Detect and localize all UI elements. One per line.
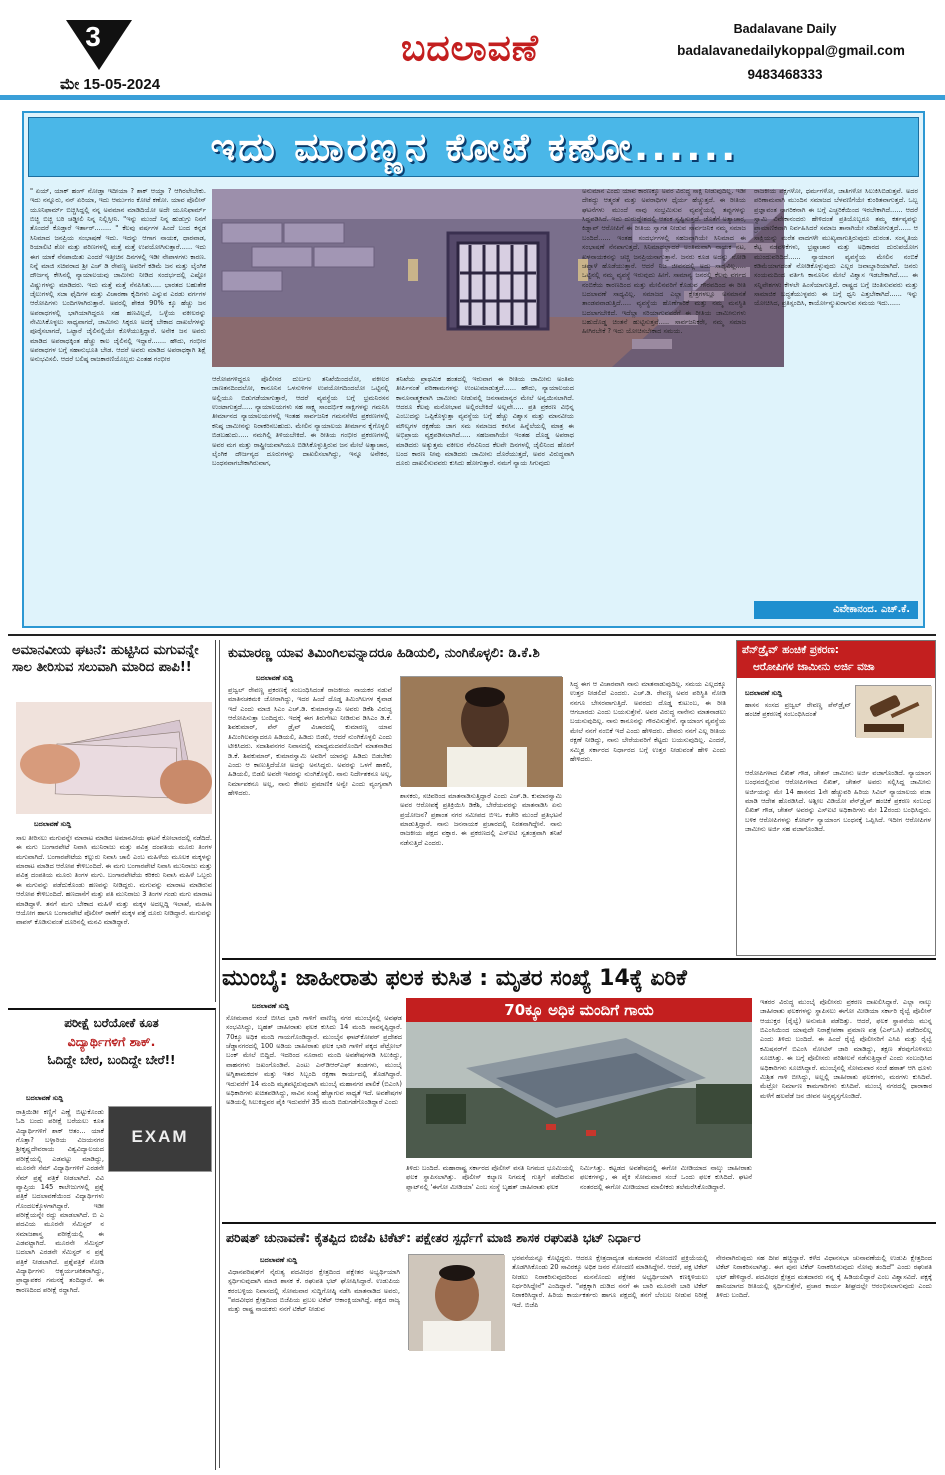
child-sale-headline: ಅಮಾನವೀಯ ಘಟನೆ: ಹುಟ್ಟಿಸಿದ ಮಗುವನ್ನೇ ಸಾಲ ತೀರಿಸುವ ಸಲುವಾಗಿ ಮಾರಿದ ಪಾಪಿ!! xyxy=(12,643,199,676)
gavel-photo xyxy=(855,685,931,737)
exam-body: ರಾತ್ರಿಯಿಡೀ ಕಣ್ಣಿಗೆ ಎಣ್ಣೆ ಬಿಟ್ಟುಕೊಂಡು ಓದಿ ಬಂದು ಪರೀಕ್ಷೆ ಬರೆಯಲು ಕೂತ ವಿದ್ಯಾರ್ಥಿಗಳಿಗೆ ಶಾಕ್ ಆತಂ... ಯಾಕೆ ಗೊತ್ತಾ? ಬಳ್ಳಾರಿಯ ವಿಜಯನಗರ ಶ್ರೀಕೃಷ್ಣದೇವರಾಯ ವಿಶ್ವವಿದ್ಯಾಲಯದ ಪರೀಕ್ಷೆಯಲ್ಲಿ ಎಡವಟ್ಟು ಮಾಡಿದ್ದು, ಮೂರನೇ ಸೆಮ್ ವಿದ್ಯಾರ್ಥಿಗಳಿಗೆ ಎರಡನೇ ಸೆಮ್ ಪ್ರಶ್ನೆ ಪತ್ರಿಕೆ ನೀಡಲಾಗಿದೆ. ವಿವಿ ವ್ಯಾಪ್ತಿಯ 145 ಕಾಲೇಜುಗಳಲ್ಲಿ ಪ್ರಶ್ನೆ ಪತ್ರಿಕೆ ಬದಲಾವಣೆಯಿಂದ ವಿದ್ಯಾರ್ಥಿಗಳು ಗೊಂದಲಕ್ಕೊಳಗಾಗಿದ್ದಾರೆ. ಇಡೀ ಪರೀಕ್ಷೆಯನ್ನೇ ರದ್ದು ಮಾಡಲಾಗಿದೆ. ಬಿ ಎ ಪದವಿಯ ಮೂರನೇ ಸೆಮಿಸ್ಟರ್ ನ ಸಮಾಜಶಾಸ್ತ್ರ ಪರೀಕ್ಷೆಯಲ್ಲಿ ಈ ಎಡವಟ್ಟಾಗಿದೆ. ಮೂರನೇ ಸೆಮಿಸ್ಟರ್ ಬದಲಾಗಿ ಎರಡನೇ ಸೆಮಿಸ್ಟರ್ ನ ಪ್ರಶ್ನೆ ಪತ್ರಿಕೆ ನೀಡಲಾಗಿದೆ. ಪ್ರಶ್ನೆಪತ್ರಿಕೆ ನೋಡಿ ವಿದ್ಯಾರ್ಥಿಗಳು ಆಶ್ಚರ್ಯಚಕಿತರಾಗಿದ್ದು, ಪ್ರಾಧ್ಯಾಪಕರ ಗಮನಕ್ಕೆ ತಂದಿದ್ದಾರೆ. ಈ ಕಾರಣದಿಂದ ಪರೀಕ್ಷೆ ರದ್ದಾಗಿದೆ. xyxy=(16,1108,104,1294)
dks-photo xyxy=(400,676,562,786)
exam-headline-line1: ಪರೀಕ್ಷೆ ಬರೆಯೋಕೆ ಕೂತ xyxy=(64,1016,159,1030)
exam-body-cont xyxy=(16,1178,212,1464)
bail-body: ಆರೋಪಿಗಳಾದ ಲಿಖಿತ್ ಗೌಡ, ಚೇತನ್ ಜಾಮೀನು ಅರ್ಜಿ ವಜಾಗೊಂಡಿದೆ. ನ್ಯಾಯಾಂಗ ಬಂಧನದಲ್ಲಿರುವ ಆರೋಪಿಗಳಾದ ಲಿಖಿತ್, ಚೇತನ್ ಅವರು ಸಲ್ಲಿಸಿದ್ದ ಜಾಮೀನು ಅರ್ಜಿಯನ್ನು ಮೇ 14 ಹಾಸನದ 1ನೇ ಹೆಚ್ಚುವರಿ ಹಿರಿಯ ಸಿವಿಲ್ ನ್ಯಾಯಾಲಯ ವಜಾ ಮಾಡಿ ಆದೇಶ ಹೊರಡಿಸಿದೆ. ಅಶ್ಲೀಲ ವಿಡಿಯೋ ಪೆನ್‌ಡ್ರೈವ್ ಹಂಚಿಕೆ ಪ್ರಕರಣ ಸಂಬಂಧ ಲಿಖಿತ್ ಗೌಡ, ಚೇತನ್ ಅವರನ್ನು ಎಸ್ಐಟಿ ಅಧಿಕಾರಿಗಳು ಮೇ 12ರಂದು ಬಂಧಿಸಿದ್ದರು. ಬಳಿಕ ಆರೋಪಿಗಳನ್ನು ಕೋರ್ಟ್ ನ್ಯಾಯಾಂಗ ಬಂಧನಕ್ಕೆ ಒಪ್ಪಿಸಿದೆ. ಇದೀಗ ಆರೋಪಿಗಳ ಜಾಮೀನು ಅರ್ಜಿ ಸಹ ವಜಾಗೊಂಡಿದೆ. xyxy=(745,769,931,834)
newspaper-title: ಬದಲಾವಣೆ xyxy=(401,28,539,69)
exam-chalkboard-text: EXAM xyxy=(131,1127,189,1146)
bjp-byline: ಬದಲಾವಣೆ ಸುದ್ದಿ xyxy=(260,1256,298,1264)
editorial-col3: ತನಿಖೆಯ ಪ್ರಾಥಮಿಕ ಹಂತದಲ್ಲಿ ಇರುವಾಗ ಈ ರೀತಿಯ ಜಾಮೀನು ಅಂತಿಮ ತೀರ್ಪಿನಂತೆ ಪರಿಣಾಮಗಳನ್ನು ಉಂಟುಮಾಡುತ್ತದೆ...... ಹೌದು, ನ್ಯಾಯಾಲಯದ ಕಾನೂನಾತ್ಮಕವಾಗಿ ಜಾಮೀನು ನೀಡುವಲ್ಲಿ ಜನಸಾಮಾನ್ಯರ ಮೇಲೆ ಅನ್ವಯಿಸಲಾಗಿದೆ. ಆದರೂ ಕೆಲವು ಮನೋಭಾವ ಅಲ್ಲಿರಬೇಕಿದೆ ಅಲ್ಲವೇ..... ಪ್ರತಿ ಪ್ರಕರಣ ವಿಭಿನ್ನ ಎಂಬುದನ್ನು ಒಪ್ಪಿಕೊಳ್ಳುತ್ತಾ ವ್ಯವಸ್ಥೆಯ ಬಗ್ಗೆ ಹೆಚ್ಚು ವಿಶ್ವಾಸ ಮತ್ತು ಮಾನವೀಯ ಮೌಲ್ಯಗಳ ರಕ್ಷಣೆಯ ಜಾಗ ಸಮ ಸಮಾಜದ ಕನಸಿನ ಹಿನ್ನೆಲೆಯಲ್ಲಿ ಮಾತ್ರ ಈ ಅಭಿಪ್ರಾಯ ವ್ಯಕ್ತಪಡಿಸಲಾಗಿದೆ..... ಸಹಜವಾಗಿಯೇ ಇಂತಹ ದೊಡ್ಡ ಅಪರಾಧ ಮಾಡಿದರು ಅತ್ಯುತ್ತಮ ವಕೀಲರ ನೆರವಿನಿಂದ ಕೆಲವೇ ದಿನಗಳಲ್ಲಿ ಜೈಲಿನಿಂದ ಹೊರಗೆ ಬಂದ ಕಾರಣ ನೀವು ಮಾಡಿದರು ಜಾಮೀನು ದೊರೆಯುತ್ತದೆ, ಅವರ ವಿರುದ್ಧವಾಗಿ ದೂರು ದಾಖಲಿಸುವವರು ಕುಸಿದು ಹೋಗುತ್ತಾರೆ. ನಮಗೆ ನ್ಯಾಯ ಸಿಗುವುದು xyxy=(396,375,574,468)
issue-date: ಮೇ 15-05-2024 xyxy=(60,76,161,93)
column-divider xyxy=(219,640,220,1468)
editorial-col2: ಆರೋಪಗಳಿದ್ದರೂ ಪೊಲೀಸರ ದುರ್ಬಲ ತನಿಖೆಯಿಂದಲೋ, ವಕೀಲರ ಜಾಣತನದಿಂದಲೋ, ಕಾನೂನಿನ ಒಳಸುಳಿಗಳ ಉಪಯೋಗದಿಂದಲೋ ಒಟ್ಟಿನಲ್ಲಿ ಅಲ್ಲಿಯೂ ಬಿಡುಗಡೆಯಾಗುತ್ತಾರೆ, ಆದರೆ ವ್ಯವಸ್ಥೆಯ ಬಗ್ಗೆ ಭ್ರಮನಿರಸನ ಉಂಟಾಗುತ್ತದೆ..... ನ್ಯಾಯಾಲಯಗಳು ಸಹ ಸಾಕ್ಷ್ಯ ಸಾಂದರ್ಭಿಕ ಸಾಕ್ಷಿಗಳನ್ನು ಗಮನಿಸಿ ತೀರ್ಮಾನದ ನ್ಯಾಯಾಲಯಗಳಲ್ಲಿ ಇಂತಹ ಸಾರ್ವಜನಿಕ ಗಮನಸೆಳೆದ ಪ್ರಕರಣಗಳಲ್ಲಿ ಕನಿಷ್ಠ ಜಾಮೀನನ್ನು ನಿರಾಕರಿಸಬಹುದು. ಮೇಲಿನ ನ್ಯಾಯಾಲಯ ತೀರ್ಮಾನ ಕೈಗೊಳ್ಳಲಿ ಬಿಡಬಹುದು..... ನಮಗಿಲ್ಲಿ ತಿಳಿಯಬೇಕಿದೆ. ಈ ರೀತಿಯ ಗಂಭೀರ ಪ್ರಕರಣಗಳಲ್ಲಿ ಅವರ ಮಗ ಮತ್ತು ರಾಷ್ಟ್ರೀಯವಾಗಿಯೂ ಬಿಡಿಸಿಕೊಳ್ಳುತ್ತಿರುವ ಜನ ಮೇಲೆ ಅತ್ಯಾಚಾರ, ಲೈಂಗಿಕ ದೌರ್ಜನ್ಯದ ದೂರುಗಳನ್ನು ದಾಖಲಿಸಲಾಗಿದ್ದು, ಇನ್ನೂ ಅನೇಕರ, ಬಂಧನವಾಗಬೇಕಾಗಿರುವಾಗ, xyxy=(212,375,389,468)
gavel-icon xyxy=(856,686,932,738)
mumbai-under-photo-b: ನಿರ್ಮಿಸಿತ್ತು. ಕಟ್ಟಡದ ಅವಶೇಷದಲ್ಲಿ ಈಗೋ ಮೀಡಿಯಾದ ನಾಲ್ಕು ಜಾಹೀರಾತು ಫಲಕಗಳನ್ನು, ಈ ಪೈಕಿ ಸೋಮವಾರ ಸಂಜೆ ಒಂದು ಫಲಕ ಕುಸಿದಿದೆ. ಘಟನೆ ನಂತರದಲ್ಲಿ ಈಗೋ ಮೀಡಿಯಾದ ಮಾಲೀಕರು ತಲೆಮರೆಸಿಕೊಂಡಿದ್ದಾರೆ. xyxy=(580,1164,752,1191)
raghupati-bhat-photo xyxy=(408,1254,504,1350)
bail-headline-line2: ಆರೋಪಿಗಳ ಜಾಮೀನು ಅರ್ಜಿ ವಜಾ xyxy=(737,660,935,678)
masthead-divider xyxy=(0,95,945,100)
currency-notes-image xyxy=(16,702,212,814)
left-story-child-sale xyxy=(8,640,216,1002)
mumbai-col1: ಸೋಮವಾರ ಸಂಜೆ ಬೀಸಿದ ಭಾರಿ ಗಾಳಿಗೆ ವಾಣಿಜ್ಯ ನಗರ ಮುಂಬೈನಲ್ಲಿ ಅವಘಡ ಸಂಭವಿಸಿದ್ದು, ಬೃಹತ್ ಜಾಹೀರಾತು ಫಲಕ ಕುಸಿದು 14 ಮಂದಿ ಸಾವನ್ನಪ್ಪಿದ್ದಾರೆ. 70ಕ್ಕೂ ಅಧಿಕ ಮಂದಿ ಗಾಯಗೊಂಡಿದ್ದಾರೆ. ಮುಂಬೈನ ಘಾಟ್‌ಕೋಪರ್ ಪ್ರದೇಶದ ಚೆಡ್ಡಾನಗರದಲ್ಲಿ 100 ಅಡಿಯ ಜಾಹೀರಾತು ಫಲಕ ಭಾರಿ ಗಾಳಿಗೆ ಪಕ್ಕದ ಪೆಟ್ರೋಲ್ ಬಂಕ್ ಮೇಲೆ ಬಿದ್ದಿದೆ. ಇದರಿಂದ ನೂರಾರು ಮಂದಿ ಅವಶೇಷಗಳಡಿ ಸಿಲುಕಿದ್ದು, ವಾಹನಗಳು ಜಖಂಗೊಂಡಿವೆ. ಎಂಟು ಎನ್‌ಡಿಆರ್‌ಎಫ್ ತಂಡಗಳು, ಮುಂಬೈ ಅಗ್ನಿಶಾಮಕದಳ ಮತ್ತು ಇತರ ಸಿಬ್ಬಂದಿ ರಕ್ಷಣಾ ಕಾರ್ಯದಲ್ಲಿ ತೊಡಗಿದ್ದಾರೆ. ಇದುವರೆಗೆ 14 ಮಂದಿ ಮೃತಪಟ್ಟಿರುವುದಾಗಿ ಮುಂಬೈ ಮಹಾನಗರ ಪಾಲಿಕೆ (ಬಿಎಂಸಿ) ಅಧಿಕಾರಿಗಳು ಖಚಿತಪಡಿಸಿದ್ದು, ಸಾವಿನ ಸಂಖ್ಯೆ ಹೆಚ್ಚಾಗುವ ಸಾಧ್ಯತೆ ಇದೆ. ಅವಶೇಷಗಳ ಅಡಿಯಲ್ಲಿ ಸಿಲುಕಿದ್ದವರ ಪೈಕಿ ಇದುವರೆಗೆ 35 ಮಂದಿ ಬಿಡುಗಡೆಗೊಂಡಿದ್ದಾರೆ ಎಂದು xyxy=(226,1014,402,1107)
editorial-author-bar xyxy=(754,601,918,619)
mumbai-headline: ಮುಂಬೈ: ಜಾಹೀರಾತು ಫಲಕ ಕುಸಿತ : ಮೃತರ ಸಂಖ್ಯೆ 14ಕ್ಕೆ ಏರಿಕೆ xyxy=(222,966,687,991)
billboard-photo-caption: 70ಕ್ಕೂ ಅಧಿಕ ಮಂದಿಗೆ ಗಾಯ xyxy=(406,998,752,1022)
child-sale-byline: ಬದಲಾವಣೆ ಸುದ್ದಿ xyxy=(34,820,72,828)
editorial-author: ವಿವೇಕಾನಂದ. ಎಚ್.ಕೆ. xyxy=(833,604,910,615)
dks-byline: ಬದಲಾವಣೆ ಸುದ್ದಿ xyxy=(256,674,294,682)
politician-photo xyxy=(401,677,563,787)
dks-headline: ಕುಮಾರಣ್ಣ ಯಾವ ತಿಮಿಂಗಿಲವನ್ನಾದರೂ ಹಿಡಿಯಲಿ, ನುಂಗಿಕೊಳ್ಳಲಿ: ಡಿ.ಕೆ.ಶಿ xyxy=(228,646,540,661)
dks-col1: ಪ್ರಜ್ವಲ್ ರೇವಣ್ಣ ಪ್ರಕರಣಕ್ಕೆ ಸಂಬಂಧಿಸಿದಂತೆ ರಾಜಕೀಯ ನಾಯಕರ ನಡುವೆ ಮಾತಿನಚಕಮಕಿ ಜೋರಾಗಿದ್ದು, ಇದರ ಹಿಂದೆ ದೊಡ್ಡ ತಿಮಿಂಗಿಲಗಳ ಕೈವಾಡ ಇದೆ ಎಂದು ಮಾಜಿ ಸಿಎಂ ಎಚ್.ಡಿ. ಕುಮಾರಸ್ವಾಮಿ ಅವರು ಡಿಕೆಶಿ ವಿರುದ್ಧ ಆರೋಪಿಸುತ್ತಾ ಬಂದಿದ್ದರು. ಇದಕ್ಕೆ ಈಗ ತಿರುಗೇಟು ನೀಡಿರುವ ಡಿಸಿಎಂ ಡಿ.ಕೆ. ಶಿವಕುಮಾರ್, ಪೆನ್ ಡ್ರೈವ್ ವಿಚಾರದಲ್ಲಿ ಕುಮಾರಣ್ಣ ಯಾವ ತಿಮಿಂಗಿಲವನ್ನಾದರೂ ಹಿಡಿಯಲಿ, ಹಿಡಿದು ಬಿಡಲಿ, ಆದರೆ ನುಂಗಿಕೊಳ್ಳಲಿ ಎಂದು ಟೀಕಿಸಿದರು. ಸದಾಶಿವನಗರ ನಿವಾಸದಲ್ಲಿ ಮಾಧ್ಯಮದವರೊಂದಿಗೆ ಮಾತನಾಡಿದ ಡಿ.ಕೆ. ಶಿವಕುಮಾರ್, ಕುಮಾರಸ್ವಾಮಿ ಅವರಿಗೆ ಯಾರನ್ನು ಹಿಡಿದು ಬಿಡಬೇಕು ಎಂದು ಆ ಕಾಣುತ್ತಿದೆಯೋ ಅದನ್ನು ಅನಸಿದ್ದರು. ಅವರನ್ನು ಒಳಗೆ ಹಾಕಲಿ, ಹಿಡಿಯಲಿ, ಬಿಡಲಿ ಅವರೇ ಇವರನ್ನು ನುಂಗಿಕೊಳ್ಳಲಿ. ನಾನು ನಿರ್ದೇಶಕನೂ ಅಲ್ಲ, ನಿರ್ಮಾಪಕನೂ ಅಲ್ಲ, ನಾನು ಕೇವಲ ಪ್ರಮಾಣಿಕ ಅನ್ವೇ ಎಂದು ವ್ಯಂಗ್ಯವಾಗಿ ಹೇಳಿದರು. xyxy=(228,686,392,797)
editorial-headline: ಇದು ಮಾರಣ್ಣನ ಕೋಟೆ ಕಣೋ...... xyxy=(210,125,739,169)
contact-email: badalavanedailykoppal@gmail.com xyxy=(677,43,905,58)
mumbai-col3: ಇತರರ ವಿರುದ್ಧ ಮುಂಬೈ ಪೊಲೀಸರು ಪ್ರಕರಣ ದಾಖಲಿಸಿದ್ದಾರೆ. ಎಲ್ಲಾ ನಾಲ್ಕು ಜಾಹೀರಾತು ಫಲಕಗಳನ್ನು ಸ್ಥಾಪಿಸಲು ಈಗೋ ಮೀಡಿಯಾ ಸರ್ಕಾರಿ ರೈಲ್ವೆ ಪೊಲೀಸ್ ಆಯುಕ್ತರ (ರೈಲ್ವೆ) ಅನುಮತಿ ಪಡೆದಿತ್ತು. ಆದರೆ, ಫಲಕ ಸ್ಥಾಪನೆಯ ಮುನ್ನ ಬಿಎಂಸಿಯಿಂದ ಯಾವುದೇ ನಿರಾಕ್ಷೇಪಣಾ ಪ್ರಮಾಣ ಪತ್ರ (ಎನ್‌ಒಸಿ) ಪಡೆದಿರಲಿಲ್ಲ ಎಂದು ತಿಳಿದು ಬಂದಿದೆ. ಈ ಹಿಂದೆ ರೈಲ್ವೆ ಪೊಲೀಸರಿಗೆ ಎಸಿಪಿ ಮತ್ತು ರೈಲ್ವೆ ಕಮಿಷನರ್‌ಗೆ ಬಿಎಂಸಿ ನೋಟಿಸ್ ಜಾರಿ ಮಾಡಿದ್ದು, ತಕ್ಷಣ ತೆರವುಗೊಳಿಸಲು ಸೂಚಿಸಿತ್ತು. ಈ ಬಗ್ಗೆ ಪೊಲೀಸರು ಪರಿಶೀಲನೆ ನಡೆಸುತ್ತಿದ್ದಾರೆ ಎಂದು ಸಂಬಂಧಿಸಿದ ಅಧಿಕಾರಿಗಳು ಸೂಚಿಸಿದ್ದಾರೆ. ಮುಂಬೈನಲ್ಲಿ ಸೋಮವಾರ ಸಂಜೆ ಹಠಾತ್ ಆಗಿ ಧೂಳು ಮಿಶ್ರಿತ ಗಾಳಿ ಬೀಸಿದ್ದು, ಅಲ್ಲಲ್ಲಿ ಜಾಹೀರಾತು ಫಲಕಗಳು, ಮರಗಳು ಕುಸಿದಿವೆ. ಮೆಟ್ರೋ ನಿರ್ಮಾಣ ಕಾಮಗಾರಿಗಳು ಕುಸಿದಿವೆ. ಮುಂಬೈ ನಗರದಲ್ಲಿ ಧಾರಾಕಾರ ಮಳೆಗೆ ಹಲವೆಡೆ ಜನ ಜೀವನ ಅಸ್ತವ್ಯಸ್ತಗೊಂಡಿದೆ. xyxy=(760,998,932,1100)
bjp-story xyxy=(222,1222,936,1470)
editorial-col5: ರಾಜಕೀಯ ಪಕ್ಷಗಳೋ, ಧರ್ಮಗಳೋ, ಜಾತಿಗಳೋ ಸಿಲುಕಿಸಿಬಿಡುತ್ತವೆ. ಅದರ ಪರಿಣಾಮವಾಗಿ ಮುಂದಿನ ಸಮಾಜದ ಬೆಳವಣಿಗೆಯೇ ಕುಂಠಿತವಾಗುತ್ತದೆ. ಒಬ್ಬ ಪ್ರಜ್ಞಾವಂತ ನಾಗರಿಕನಾಗಿ ಈ ಬಗ್ಗೆ ಎಚ್ಚರಿಕೆಯಿಂದ ಇರಬೇಕಾಗಿದೆ...... ಆದರೆ ಸ್ವಾಮಿ ವಿವೇಕಾನಂದರು ಹೇಳಿದಂತೆ ಪ್ರತಿಯೊಬ್ಬರೂ ತಮ್ಮ ಕರ್ತವ್ಯವನ್ನು ಪ್ರಾಮಾಣಿಕವಾಗಿ ನಿರ್ವಹಿಸಿದರೆ ಸಮಾಜ ತಾನಾಗಿಯೇ ಸರಿಹೋಗುತ್ತದೆ...... ಆ ಸಾಕ್ಷಿಯನ್ನು ಮರೆತ ವಾದಗಳೇ ಮುಖ್ಯವಾಗುತ್ತಿರುವುದು ದುರಂತ. ಸಂಸ್ಕೃತಿಯ ಕೆಟ್ಟ ನಡವಳಿಕೆಗಳು, ಭ್ರಷ್ಟಾಚಾರ ಮತ್ತು ಅಧಿಕಾರದ ದುರುಪಯೋಗ ಮುಂದುವರಿದಿದೆ...... ನ್ಯಾಯಾಂಗ ವ್ಯವಸ್ಥೆಯ ಮೇಲಿನ ನಂಬಿಕೆ ಕಡಿಮೆಯಾಗದಂತೆ ನೋಡಿಕೊಳ್ಳುವುದು ಎಲ್ಲರ ಜವಾಬ್ದಾರಿಯಾಗಿದೆ. ಜನರು ಸಂಯಮದಿಂದ ವರ್ತಿಸಿ ಕಾನೂನಿನ ಮೇಲೆ ವಿಶ್ವಾಸ ಇಡಬೇಕಾಗಿದೆ..... ಈ ಸನ್ನಿವೇಶಗಳು ಕೇಳಲೇ ಹಿಂಸೆಯಾಗುತ್ತಿದೆ. ರಾಷ್ಟ್ರದ ಬಗ್ಗೆ ಚಿಂತಿಸುವವರು ಮತ್ತು ಸಾಮಾಜಿಕ ಬದ್ಧತೆಯುಳ್ಳವರು ಈ ಬಗ್ಗೆ ಧ್ವನಿ ಎತ್ತಬೇಕಾಗಿದೆ...... ಇನ್ನು ಯೋಚಿಸಿದ, ಪ್ರತಿಸ್ಪಂದಿಸಿ, ಕಾರ್ಯೋನ್ಮುಖರಾಗುವ ಸಮಯ ಇದು...... xyxy=(754,187,918,308)
money-hands-photo xyxy=(16,702,212,814)
masthead xyxy=(0,0,945,104)
mumbai-byline: ಬದಲಾವಣೆ ಸುದ್ದಿ xyxy=(252,1002,290,1010)
bjp-headline: ಪರಿಷತ್ ಚುನಾವಣೆ: ಕೈತಪ್ಪಿದ ಬಿಜೆಪಿ ಟಿಕೆಟ್: ಪಕ್ಷೇತರ ಸ್ಪರ್ಧೆಗೆ ಮಾಜಿ ಶಾಸಕ ರಘುಪತಿ ಭಟ್ ನಿರ್ಧಾರ xyxy=(226,1230,641,1245)
mumbai-story xyxy=(222,958,936,1218)
mumbai-under-photo-a: ತಿಳಿದು ಬಂದಿದೆ. ಮಹಾರಾಷ್ಟ್ರ ಸರ್ಕಾರದ ಪೊಲೀಸ್ ವಸತಿ ನಿಗಮದ ಭೂಮಿಯಲ್ಲಿ ಫಲಕ ಸ್ಥಾಪಿಸಲಾಗಿತ್ತು. ಪೊಲೀಸ್ ಕಲ್ಯಾಣ ನಿಗಮಕ್ಕೆ ಗುತ್ತಿಗೆ ಪಡೆದಿರುವ ಪ್ಲಾಟ್‌ನಲ್ಲಿ 'ಈಗೋ ಮೀಡಿಯಾ' ಎಂಬ ಸಂಸ್ಥೆ ಬೃಹತ್ ಜಾಹೀರಾತು ಫಲಕ xyxy=(406,1164,574,1191)
bail-intro: ಹಾಸನ ಸಂಸದ ಪ್ರಜ್ವಲ್ ರೇವಣ್ಣ ಪೆನ್‌ಡ್ರೈವ್ ಹಂಚಿಕೆ ಪ್ರಕರಣಕ್ಕೆ ಸಂಬಂಧಿಸಿದಂತೆ xyxy=(745,701,851,719)
dks-story xyxy=(222,640,730,956)
bjp-col3: ನೇರವಾಗಿರುವುದು ಸಹ ದೀಪ ಹಚ್ಚಿದ್ದಾರೆ. ಕಳೆದ ವಿಧಾನಸಭಾ ಚುನಾವಣೆಯಲ್ಲಿ ಉಡುಪಿ ಕ್ಷೇತ್ರದಿಂದ ಟಿಕೆಟ್ ನಿರಾಕರಿಸಲಾಗಿತ್ತು. ಈಗ ಪುನಃ ಟಿಕೆಟ್ ನಿರಾಕರಿಸಿರುವುದು ನೋವು ತಂದಿದೆ" ಎಂದು ರಘುಪತಿ ಭಟ್ ಹೇಳಿದ್ದಾರೆ. ಪದವೀಧರ ಕ್ಷೇತ್ರದ ಮತದಾರರು ನನ್ನ ಕೈ ಹಿಡಿಯಲಿದ್ದಾರೆ ಎಂಬ ವಿಶ್ವಾಸವಿದೆ. ಪಕ್ಷಕ್ಕೆ ಹಾನಿಯಾಗದ ರೀತಿಯಲ್ಲಿ ಸ್ಪರ್ಧಿಸುತ್ತೇನೆ, ಪ್ರಚಾರ ಕಾರ್ಯ ಶೀಘ್ರದಲ್ಲೇ ಆರಂಭಿಸಲಾಗುವುದು ಎಂದು ತಿಳಿದು ಬಂದಿದೆ. xyxy=(716,1254,932,1300)
page-number: 3 xyxy=(85,21,101,52)
politician-portrait xyxy=(409,1255,505,1351)
bjp-col2: ಭರವಸೆಯನ್ನೂ ಕೊಟ್ಟಿದ್ದರು. ಆದರೂ ಕ್ಷೇತ್ರದಾದ್ಯಂತ ಮತದಾರರ ನೋಂದಣಿ ಪ್ರಕ್ರಿಯೆಯಲ್ಲಿ ತೊಡಗಿಸಿಕೊಂಡು 20 ಸಾವಿರಕ್ಕೂ ಅಧಿಕ ಜನರ ನೋಂದಣಿ ಮಾಡಿಸಿದ್ದೇನೆ. ಆದರೆ, ಪಕ್ಷ ಟಿಕೆಟ್ ನೀಡಲು ನಿರಾಕರಿಸುವುದರಿಂದ ಮನನೊಂದು ಪಕ್ಷೇತರ ಅಭ್ಯರ್ಥಿಯಾಗಿ ಕಣಕ್ಕಿಳಿಯಲು ನಿರ್ಧರಿಸಿದ್ದೇನೆ" ಎಂದಿದ್ದಾರೆ. "ಪಕ್ಷಕ್ಕಾಗಿ ದುಡಿದ ನನಗೆ ಈ ಬಾರಿ ಮೂರನೇ ಬಾರಿ ಟಿಕೆಟ್ ನಿರಾಕರಿಸಿದ್ದಾರೆ. ಹಿರಿಯ ಕಾರ್ಯಕರ್ತರು ಹಾಗೂ ಪಕ್ಷದಲ್ಲಿ ತನಗೆ ಬೆಂಬಲ ನೀಡುವ ನಿರೀಕ್ಷೆ ಇದೆ. ಬಿಜೆಪಿ xyxy=(512,1254,708,1309)
publication-name: Badalavane Daily xyxy=(733,22,837,36)
editorial-intro: " ಏಯ್, ಯಾಕ್ ಹಂಗ್ ನೋಡ್ತಾ ಇದೀಯಾ ? ಶಾಕ್ ಆಯ್ತಾ ? ಆಗಿರಲೇಬೇಕು. ಇದು ನನ್ನೂರು, ನನ್ ಏರಿಯಾ, ಇದು ಆರ್ಮುಗಂ ಕೋಟೆ ಕಣೋ. ಯಾವ ಪೊಲೀಸ್ ಯೂನಿಫಾರ್ಮ್ ಬಿಚ್ಚಿಸಿದ್ದಲ್ಲಿ ನನ್ನ ಅವಮಾನ ಮಾಡಿದಿಯೋ ಅದೇ ಯೂನಿಫಾರ್ಮ್ ಬಿಚ್ಚಿ ಬಿಚ್ಚಿ ಬರಿ ಚಡ್ಡೀಲಿ ನಿನ್ನ ನಿಲ್ಲಿಸ್ತೀನಿ. "ಇನ್ನು ಮುಂದೆ ನಿನ್ನ ಹುಡುಗ್ರು ನಿನಗೆ ತೊಂದರೆ ಕೊಡ್ತಾರೆ ಇರ್ತಾರ್........ " ಕೆಲವು ವರ್ಷಗಳ ಹಿಂದೆ ಬಂದ ಕನ್ನಡ ಸಿನಿಮಾದ ಜನಪ್ರಿಯ ಸಂಭಾಷಣೆ ಇದು. ಇದನ್ನು ಆಗಾಗ ನಾಯಕ, ಧಾರವಾಡ, ರಿಯಾಲಿಟಿ ಶೋ ಮತ್ತು ಪರಿಣಗಳಲ್ಲಿ ಮತ್ತೆ ಮತ್ತೆ ಉಪಯೋಗಿಸುತ್ತಾರೆ...... ಇದು ಈಗ ಯಾಕೆ ನೆನಪಾಯಿತು ಎಂದರೆ ಇತ್ತೀಚಿನ ದಿನಗಳಲ್ಲಿ ಇಡೀ ನೇಪಾಳಗಳು ಕಾರಣ. ನಿನ್ನೆ ಮಾಜಿ ಸಚಿವರಾದ ಶ್ರೀ ಎಚ್ ಡಿ ರೇವಣ್ಣ ಅವರಿಗೆ ಕಡಿಮೆ ಜನ ಮತ್ತು ಲೈಂಗಿಕ ದೌರ್ಜನ್ಯ ಕೇಸಿನಲ್ಲಿ ನ್ಯಾಯಾಲಯವು ಜಾಮೀನು ನೀಡಿದ ಸಂದರ್ಭದಲ್ಲಿ ಎಷ್ಟೋ ವಿಷ್ಣುಗಳನ್ನು ಮಾಡಿದರು. ಇದು ಮತ್ತೆ ಮತ್ತೆ ನೆನಪಿಸಿತು..... ಭಾರತದ ಬಹುತೇಕ ಜೈಲುಗಳಲ್ಲಿ ಸಜಾ ಫೈದಿಗಳ ಮತ್ತು ವಿಚಾರಣಾ ಕೈದಿಗಳು ಎನ್ನುವ ಎರಡು ವರ್ಗಗಳ ಆರೋಪಿಗಳು ಬಂದಿಗಳಾಗಿರುತ್ತಾರೆ. ಅವರಲ್ಲಿ ಶೇಕಡ 90% ಕ್ಕೂ ಹೆಚ್ಚು ಜನ ಅಪರಾಧಗಳಲ್ಲಿ ಭಾಗಿಯಾಗಿದ್ದರೂ ಸಹ ಹಣವಿಲ್ಲದೆ, ಒಳ್ಳೆಯ ವಕೀಲರನ್ನು ನೇಮಿಸಿಕೊಳ್ಳಲು ಸಾಧ್ಯವಾಗದೆ, ಜಾಮೀನು ಸಿಕ್ಕರೂ ಅದಕ್ಕೆ ಬೇಕಾದ ದಾಖಲೆಗಳನ್ನು ಪೂರೈಸಲಾಗದೆ, ಒಟ್ಟಾರೆ ಜೈಲಿನಲ್ಲಿಯೇ ಕೊಳೆಯುತ್ತಿದ್ದಾರೆ. ಅನೇಕ ಜನ ಅವರು ಮಾಡಿದ ಅಪರಾಧಕ್ಕಿಂತ ಹೆಚ್ಚು ಕಾಲ ಜೈಲಿನಲ್ಲಿ ಇದ್ದಾರೆ....... ಹೌದು, ಗಂಭೀರ ಅಪರಾಧಗಳ ಬಗ್ಗೆ ಸಹಾನುಭೂತಿ ಬೇಡ. ಆದರೆ ಅವರು ಮಾಡಿದ ಅಪರಾಧಕ್ಕಾಗಿ ಶಿಕ್ಷೆ ಅನುಭವಿಸಲಿ. ಆದರೆ ಬಲಿಷ್ಠ ರಾಜಕಾರಣಿಯೊಬ್ಬರು ಎಂತಹ ಗಂಭೀರ xyxy=(30,187,206,364)
billboard-collapse-photo xyxy=(406,998,752,1158)
section-divider-top xyxy=(8,634,936,636)
exam-headline-line2: ವಿದ್ಯಾರ್ಥಿಗಳಿಗೆ ಶಾಕ್. xyxy=(67,1034,156,1049)
editorial-headline-band xyxy=(28,117,919,177)
editorial-box xyxy=(22,111,925,628)
exam-chalkboard-photo xyxy=(108,1106,212,1172)
bail-story xyxy=(736,640,936,956)
bjp-col1: ವಿಧಾನಪರಿಷತ್‌ಗೆ ನೈರುತ್ಯ ಪದವೀಧರ ಕ್ಷೇತ್ರದಿಂದ ಪಕ್ಷೇತರ ಅಭ್ಯರ್ಥಿಯಾಗಿ ಸ್ಪರ್ಧಿಸುವುದಾಗಿ ಮಾಜಿ ಶಾಸಕ ಕೆ. ರಘುಪತಿ ಭಟ್ ಘೋಷಿಸಿದ್ದಾರೆ. ಉಡುಪಿಯ ಕರಂಬಳ್ಳಿಯ ನಿವಾಸದಲ್ಲಿ ಸೋಮವಾರ ಸುದ್ದಿಗೋಷ್ಠಿ ನಡೆಸಿ ಮಾತನಾಡಿದ ಅವರು, "ಪದವೀಧರ ಕ್ಷೇತ್ರದಿಂದ ಬಿಜೆಪಿಯ ಪ್ರಬಲ ಟಿಕೆಟ್ ಆಕಾಂಕ್ಷಿಯಾಗಿದ್ದೆ. ಪಕ್ಷದ ರಾಜ್ಯ ಮತ್ತು ರಾಷ್ಟ್ರ ನಾಯಕರು ನನಗೆ ಟಿಕೆಟ್ ನೀಡುವ xyxy=(228,1268,400,1314)
contact-phone: 9483468333 xyxy=(747,67,823,82)
bail-byline: ಬದಲಾವಣೆ ಸುದ್ದಿ xyxy=(745,689,783,697)
editorial-col4: ಅನುಮಾನ ಎಂದು ಯಾವ ಕಾರಣಕ್ಕೂ ಅವರ ವಿರುದ್ಧ ಸಾಕ್ಷಿ ನೀಡುವುದಿಲ್ಲ. ಇಡೀ ದೇಶದ್ದು ಆತ್ಮರತೆ ಮತ್ತು ಅಪರಾಧಿಗಳ ಧೈರ್ಯ ಹೆಚ್ಚುತ್ತದೆ. ಈ ರೀತಿಯ ಘಟನೆಗಳು ಮುಂದೆ ನಾವು ಸಂಭ್ರಮಿಸುವ ವ್ಯವಸ್ಥೆಯಲ್ಲಿ ತಪ್ಪುಗಳನ್ನು ಸಿದ್ದಪಡಿಸಿದೆ. ಇದು ದುರುದ್ದೇಶದಲ್ಲಿ ಆತಂಕ ಸೃಷ್ಟಿಸುತ್ತದೆ. ಜೊತೆಗೆ ಅತ್ಯಾಚಾರ, ಕಿಡ್ನಾಪ್ ಆರೋಪಿಗೆ ಈ ರೀತಿಯ ಸ್ವಾಗತ ನೀಡುವ ಸಾರ್ವಜನಿಕ ನಮ್ಮ ಸಮಾಜ ಬಂದಿದೆ...... ಇಂತಹ ಸಂದರ್ಭಗಳಲ್ಲಿ ಸಹಜವಾಗಿಯೇ ಸಿನಿಮಾದ ಈ ಸಂಭಾಷಣೆ ನೆನಪಾಗುತ್ತದೆ. ಸಿನಿಮಾದಲ್ಲಾದರೆ ಅಂತಿಮವಾಗಿ ನಾಯಕ ನಟ, ಖಳನಾಯಕನನ್ನು ಚಚ್ಚಿ ಜನಪ್ರಿಯನಾಗುತ್ತಾನೆ. ಜನರು ಕೂಡ ಅದನ್ನು ನೋಡಿ ಚಪ್ಪಾಳೆ ಹೊಡೆಯುತ್ತಾರೆ. ಆದರೆ ನಿಜ ಜೀವನದಲ್ಲಿ ಅದು ಸಾಧ್ಯವಿಲ್ಲ..... ಒಟ್ಟಿನಲ್ಲಿ ನಮ್ಮ ವ್ಯವಸ್ಥೆ ಇರುವುದು ಹೀಗೆ. ಸಾಮಾನ್ಯ ಜನರಲ್ಲಿ ಕೆಲವು ವರ್ಗದ ನಂಬಿಕೆಯ ಕಾರಣದಿಂದ ಮತ್ತು ಮೇಲಿನವರಿಗೆ ಕೊಡುವ ಗೌರವದಿಂದ ಈ ರೀತಿ ಬದಲಾವಣೆ ಸಾಧ್ಯವಿಲ್ಲ. ಸಮಾಜದ ಎಲ್ಲಾ ಕ್ಷೇತ್ರಗಳಲ್ಲೂ ಅಸಮಾನತೆ ತಾಂಡವವಾಡುತ್ತಿದೆ..... ವ್ಯವಸ್ಥೆಯ ಹೊಣೆಗಾರಿಕೆ ಮತ್ತು ನಮ್ಮ ಮನಸ್ಥಿತಿ ಬದಲಾಗಬೇಕಿದೆ. ಇದೆಲ್ಲಾ ಸರಿಯಾಗುವವರೆಗೆ ಈ ರೀತಿಯ ಜಾಮೀನುಗಳು ಬಹುದೊಡ್ಡ ಚಿಂತನೆ ಹುಟ್ಟಿಸುತ್ತವೆ..... ಸಾರ್ವಜನಿಕರೇ, ನಮ್ಮ ಸಮಾಜ ಹೀಗಿರಬೇಕೆ ? ಇದು ಯೋಚಿಸಬೇಕಾದ ಸಮಯ. xyxy=(582,187,746,336)
exam-headline-line3: ಓದಿದ್ದೇ ಬೇರ, ಬಂದಿದ್ದೇ ಬೇರೆ!! xyxy=(47,1053,176,1067)
exam-byline: ಬದಲಾವಣೆ ಸುದ್ದಿ xyxy=(26,1094,64,1102)
dks-col2: ಶಾಸಕರು, ಸಚಿವರಿಂದ ಮಾತನಾಡಿಸುತ್ತಿದ್ದಾರೆ ಎಂದು ಎಚ್.ಡಿ. ಕುಮಾರಸ್ವಾಮಿ ಅವರ ಆರೋಪಕ್ಕೆ ಪ್ರತಿಕ್ರಿಯಿಸಿ ಡಿಕೆಶಿ, ಬೇರೆಯವರನ್ನು ಮಾತನಾಡಿಸಿ ಏನು ಪ್ರಯೋಜನ? ಪ್ರಶಾಂತ ನಗರ ಸಮೀಪದ ಬಿಇಒ ಕಚೇರಿ ಮುಂದೆ ಪ್ರತಿಭಟನೆ ಮಾಡುತ್ತಿದ್ದಾರೆ. ನಾನು ಜನನಾಯಕ ಪ್ರಚಾರದಲ್ಲಿ ನಿರತನಾಗಿದ್ದೇನೆ. ನಾನು ರಾಜಕೀಯ ಪಕ್ಷದ ವಕ್ತಾರ. ಈ ಪ್ರಕರಣದಲ್ಲಿ ಎಸ್ಐಟಿ ಸ್ವತಂತ್ರವಾಗಿ ತನಿಖೆ ನಡೆಸುತ್ತಿದೆ ಎಂದರು. xyxy=(400,792,562,847)
collapsed-billboard-image xyxy=(406,998,752,1158)
child-sale-body: ಸಾಲ ತೀರಿಸಲು ಮಗುವನ್ನೇ ಮಾರಾಟ ಮಾಡಿದ ಅಮಾನವೀಯ ಘಟನೆ ಕೋಲಾರದಲ್ಲಿ ನಡೆದಿದೆ. ಈ ಮಗು ಬಂಗಾರಪೇಟೆ ನಿವಾಸಿ ಮುನಿರಾಜು ಮತ್ತು ಪವಿತ್ರ ದಂಪತಿಯ ಮೂರು ತಿಂಗಳ ಮಗುವಾಗಿದೆ. ಬಂಗಾರಪೇಟೆಯ ಕಲ್ಲುರು ನಿವಾಸಿ ಚಾಲಿ ಎಂಬ ಮಹಿಳೆಯ ಮೂಲಕ ಮಕ್ಕಳನ್ನು ಮಾರಾಟ ಮಾಡಿದ ಆರೋಪ ಕೇಳಿಬಂದಿದೆ. ಈ ಮಗು ಬಂಗಾರಪೇಟೆ ನಿವಾಸಿ ಮುನಿರಾಜು ಮತ್ತು ಪವಿತ್ರ ದಂಪತಿಯ ಮೂರು ತಿಂಗಳ ಮಗು. ಬಂಗಾರಪೇಟೆಯ ಕರಿಕರು ನಿವಾಸಿ ಮಹಿಳೆ ಒಬ್ಬರು ಈ ಮಗುವನ್ನು ಪಡೆದುಕೊಂಡು ಹಣವನ್ನು ನೀಡಿದ್ದರು. ಮಗುವನ್ನು ಮಾರಾಟ ಮಾಡಿರುವ ಆರೋಪ ಕೇಳಿಬಂದಿದೆ. ಹಣದಾಸೆಗೆ ಮತ್ತು ಪತಿ ಮುನಿರಾಜು 3 ತಿಂಗಳ ಗಂಡು ಮಗು ಮಾರಾಟ ಮಾಡಿದ್ದಾಳೆ. ತನಗೆ ಮಗು ಬೇಕಾದ ಮಹಿಳೆ ಮತ್ತು ಮಕ್ಕಳ ಅದಲ್ಲದ್ದಿ ಇಲಾಖೆ, ಮಹಿಳಾ ಆಯೋಗ ಹಾಗೂ ಬಂಗಾರಪೇಟೆ ಪೊಲೀಸ್ ಠಾಣೆಗೆ ಮಕ್ಕಳ ಪತ್ತೆ ದೂರು ನೀಡಿದ್ದಾರೆ. ಮಗುವನ್ನು ವಾಪಸ್ ಕೊಡಿಸುವಂತೆ ದೂರಿನಲ್ಲಿ ಮನವಿ ಮಾಡಿದ್ದಾರೆ. xyxy=(16,834,212,927)
dks-col3: ಸಿದ್ಧ ಈಗ ಆ ವಿಚಾರವಾಗಿ ನಾನು ಮಾತನಾಡುವುದಿಲ್ಲ. ಸಮಯ ಎಲ್ಲದಕ್ಕೂ ಉತ್ತರ ನೀಡಲಿದೆ ಎಂದರು. ಎಚ್.ಡಿ. ರೇವಣ್ಣ ಅವರ ಪರಿಸ್ಥಿತಿ ನೋಡಿ ನನಗೂ ಬೇಸರವಾಗುತ್ತಿದೆ. ಅವರದು ದೊಡ್ಡ ಕುಟುಂಬ, ಈ ರೀತಿ ಆಗಬಾರದು ಎಂದು ಬಯಸುತ್ತೇನೆ. ಅವರ ವಿರುದ್ಧ ನಾನೇನು ಮಾತನಾಡಲು ಬಯಸುವುದಿಲ್ಲ. ನಾನು ಕಾನೂನನ್ನು ಗೌರವಿಸುತ್ತೇನೆ. ನ್ಯಾಯಾಂಗ ವ್ಯವಸ್ಥೆಯ ಮೇಲೆ ನನಗೆ ನಂಬಿಕೆ ಇದೆ ಎಂದು ಹೇಳಿದರು. ದೇವರು ನನಗೆ ಎಲ್ಲ ರೀತಿಯ ರಕ್ಷಣೆ ನೀಡಿದ್ದು, ನಾನು ಬೇರೆಯವರಿಗೆ ಕೆಟ್ಟದು ಬಯಸುವುದಿಲ್ಲ. ಎಂದರೆ, ಸಮ್ಮಿಶ್ರ ಸರ್ಕಾರದ ನಿರ್ಧಾರದ ಬಗ್ಗೆ ಉತ್ತರ ನೀಡುವಂತೆ ಹೇಳಿ ಎಂದು ಹೇಳಿದರು. xyxy=(570,680,726,763)
bail-headline-line1: ಪೆನ್‌ಡ್ರೈವ್ ಹಂಚಿಕೆ ಪ್ರಕರಣ: xyxy=(737,641,935,660)
